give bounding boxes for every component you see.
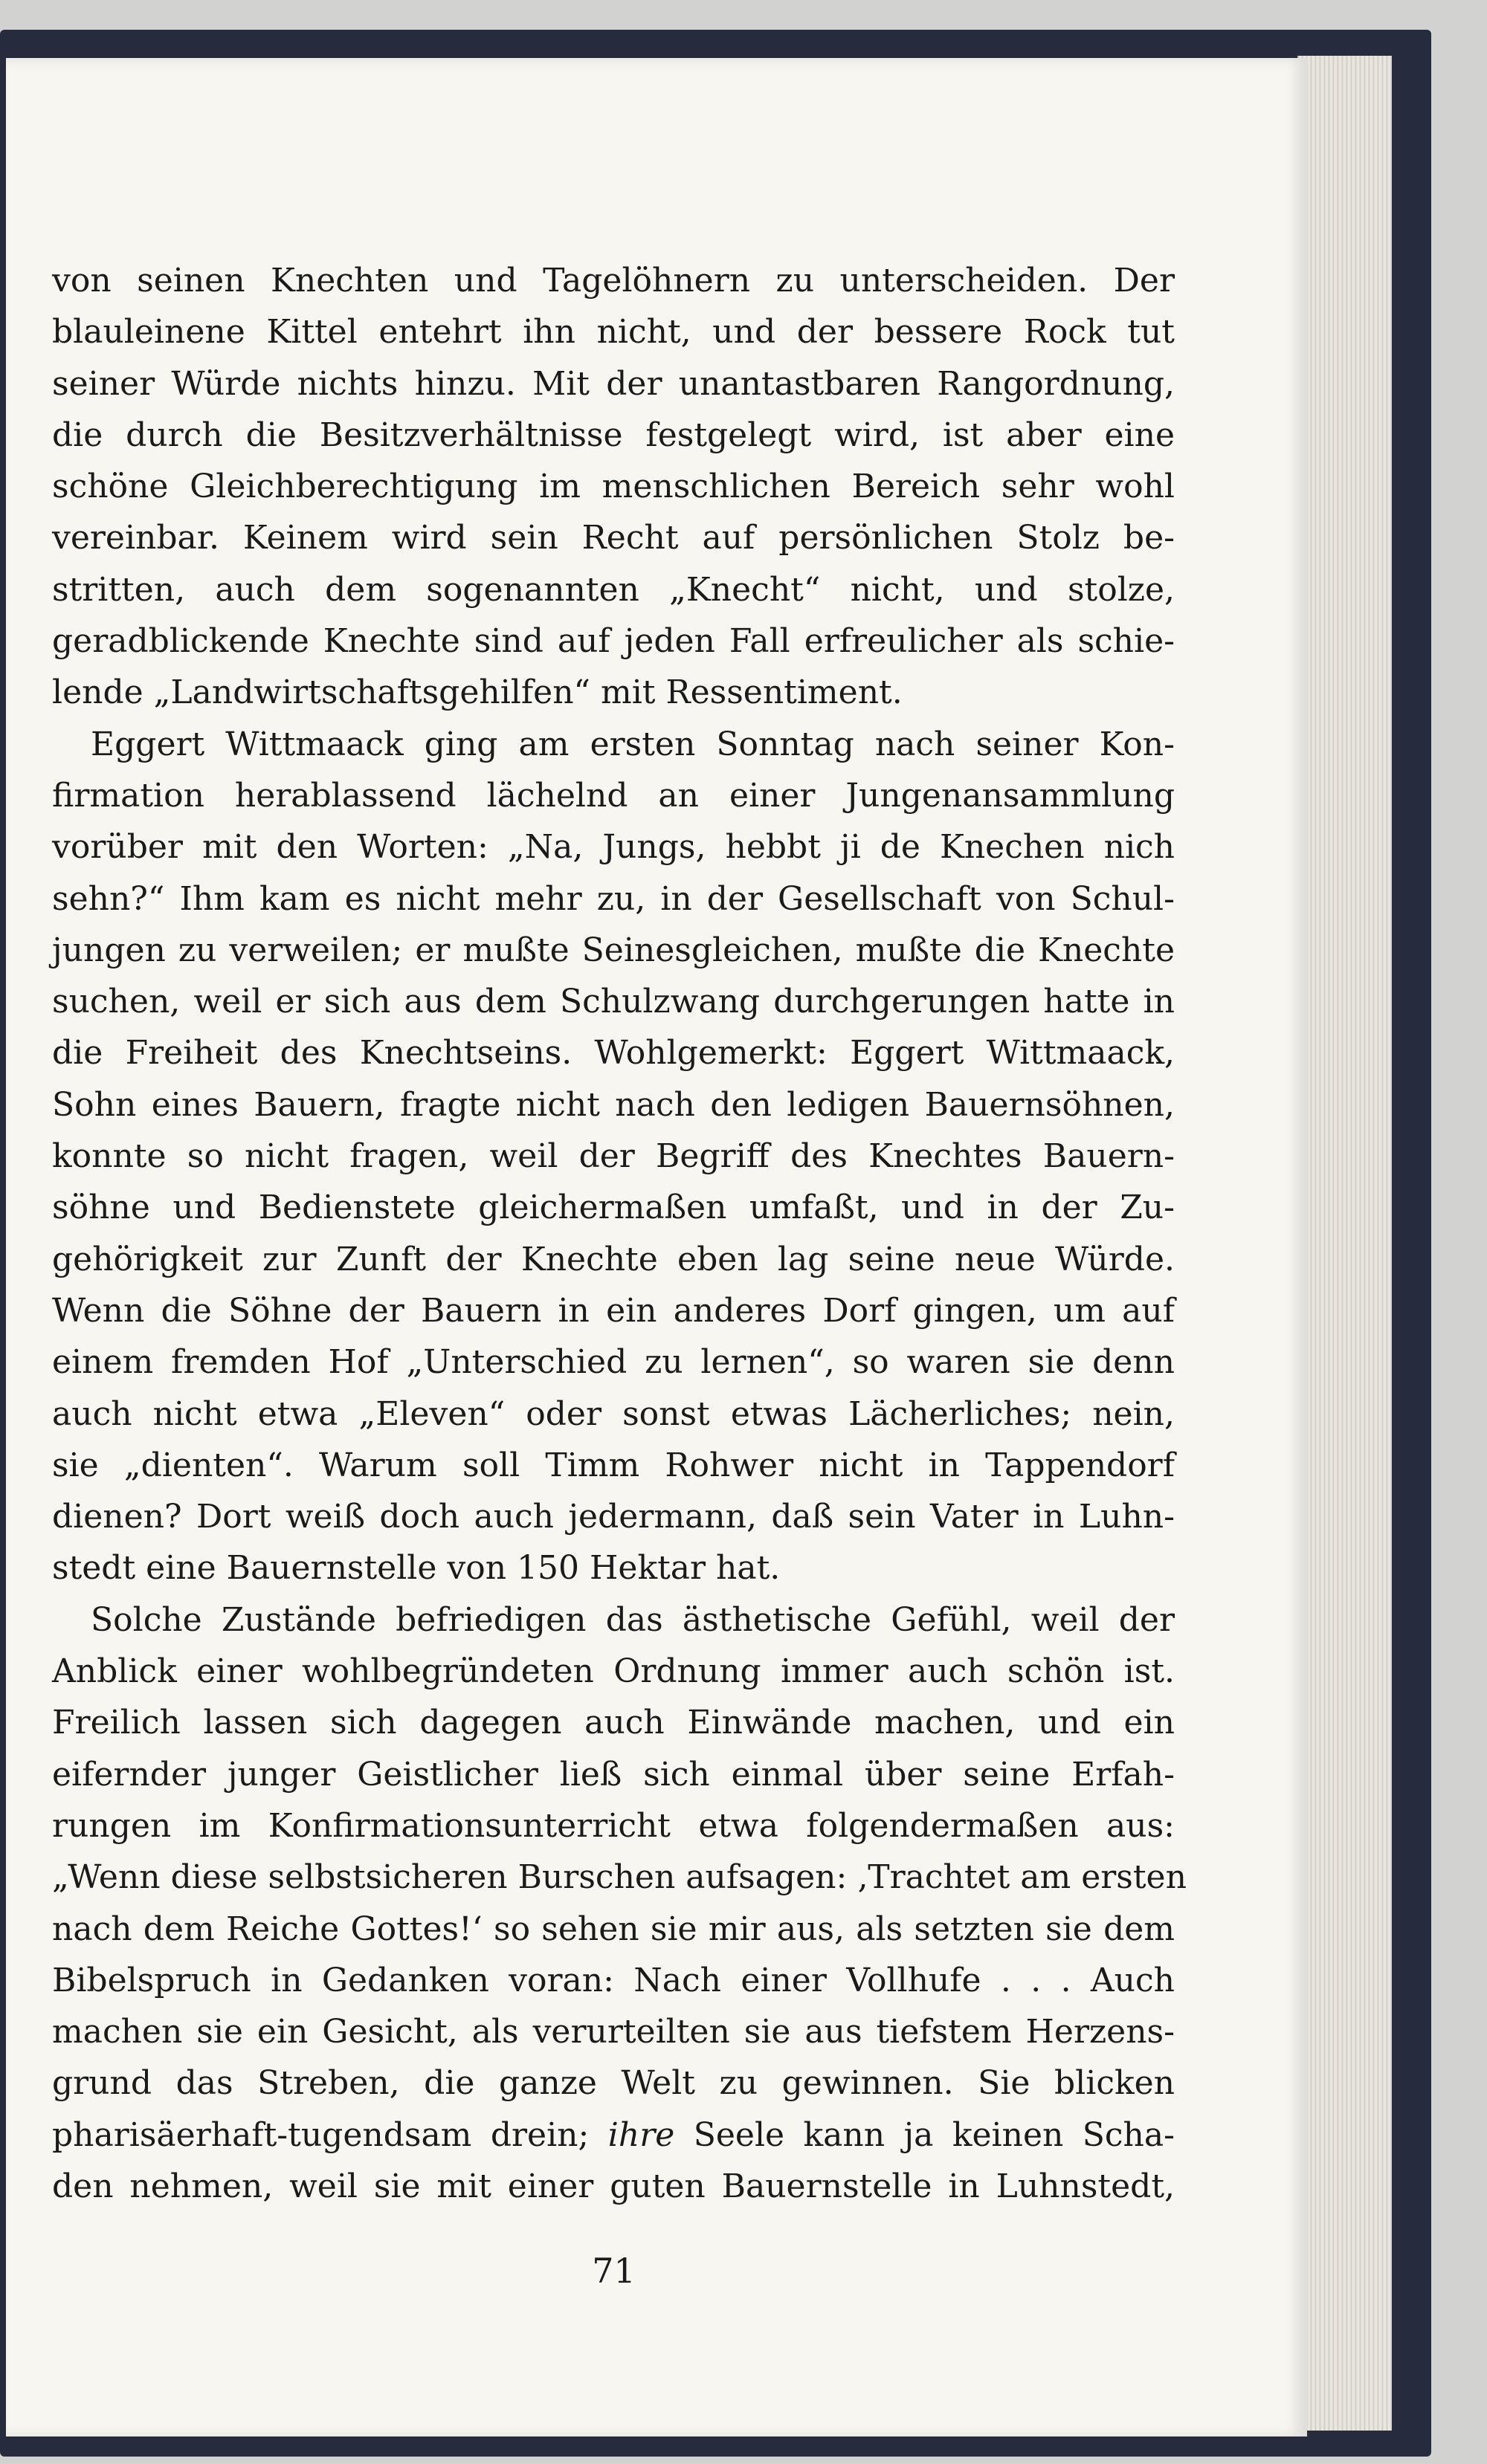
book-page (6, 58, 1307, 2436)
text-line: dienen? Dort weiß doch auch jedermann, daß sein Vater in Luhn- (52, 1498, 1175, 1536)
body-text (52, 255, 1187, 2212)
text-line: seiner Würde nichts hinzu. Mit der unantastbaren Rangordnung, (52, 364, 1175, 403)
text-line: Bibelspruch in Gedanken voran: Nach einer Vollhufe . . . Auch (52, 1961, 1175, 1999)
text-line: nach dem Reiche Gottes!‘ so sehen sie mir aus, als setzten sie dem (52, 1910, 1175, 1948)
text-line: firmation herablassend lächelnd an einer Jungenansammlung (52, 776, 1175, 815)
text-line: suchen, weil er sich aus dem Schulzwang durchgerungen hatte in (52, 983, 1175, 1021)
paragraph-start-line: Eggert Wittmaack ging am ersten Sonntag nach seiner Kon- (91, 725, 1175, 763)
text-line: die Freiheit des Knechtseins. Wohlgemerkt: Eggert Wittmaack, (52, 1034, 1175, 1073)
text-line: sehn?“ Ihm kam es nicht mehr zu, in der Gesellschaft von Schul- (52, 879, 1175, 918)
text-line: geradblickende Knechte sind auf jeden Fall erfreulicher als schie- (52, 622, 1175, 661)
text-line: einem fremden Hof „Unterschied zu lernen“, so waren sie denn (52, 1343, 1175, 1382)
text-line: söhne und Bedienstete gleichermaßen umfaßt, und in der Zu- (52, 1189, 1175, 1227)
text-line: Sohn eines Bauern, fragte nicht nach den ledigen Bauernsöhnen, (52, 1085, 1175, 1124)
text-line: lende „Landwirtschaftsgehilfen“ mit Ressentiment. (52, 673, 903, 712)
page-block-edge (1297, 56, 1392, 2431)
text-line: eifernder junger Geistlicher ließ sich einmal über seine Erfah- (52, 1755, 1175, 1794)
text-line: gehörigkeit zur Zunft der Knechte eben lag seine neue Würde. (52, 1240, 1175, 1278)
text-line: auch nicht etwa „Eleven“ oder sonst etwas Lächerliches; nein, (52, 1394, 1175, 1433)
text-line: konnte so nicht fragen, weil der Begriff des Knechtes Bauern- (52, 1137, 1175, 1176)
text-line: jungen zu verweilen; er mußte Seinesgleichen, mußte die Knechte (52, 931, 1175, 969)
page-number: 71 (592, 2251, 636, 2291)
text-line: die durch die Besitzverhältnisse festgelegt wird, ist aber eine (52, 415, 1175, 454)
emphasized-word: ihre (607, 2115, 675, 2154)
text-line: stedt eine Bauernstelle von 150 Hektar hat. (52, 1549, 781, 1588)
text-line: Wenn die Söhne der Bauern in ein anderes Dorf gingen, um auf (52, 1291, 1175, 1330)
paragraph-start-line: Solche Zustände befriedigen das ästhetische Gefühl, weil der (91, 1600, 1175, 1639)
text-segment: Seele kann ja keinen Scha- (693, 2115, 1175, 2154)
text-line: sie „dienten“. Warum soll Timm Rohwer nicht in Tappendorf (52, 1446, 1175, 1484)
text-line: stritten, auch dem sogenannten „Knecht“ nicht, und stolze, (52, 570, 1175, 609)
text-segment: pharisäerhaft-tugendsam drein; (52, 2115, 590, 2154)
text-line: „Wenn diese selbstsicheren Burschen aufsagen: ‚Trachtet am ersten (52, 1858, 1187, 1897)
text-line: den nehmen, weil sie mit einer guten Bauernstelle in Luhnstedt, (52, 2167, 1175, 2205)
text-line: Freilich lassen sich dagegen auch Einwände machen, und ein (52, 1704, 1175, 1742)
text-line: vereinbar. Keinem wird sein Recht auf persönlichen Stolz be- (52, 519, 1175, 557)
text-line: machen sie ein Gesicht, als verurteilten sie aus tiefstem Herzens- (52, 2013, 1175, 2051)
text-line: rungen im Konfirmationsunterricht etwa folgendermaßen aus: (52, 1806, 1175, 1845)
text-line: vorüber mit den Worten: „Na, Jungs, hebbt ji de Knechen nich (52, 828, 1175, 867)
text-line: Anblick einer wohlbegründeten Ordnung immer auch schön ist. (52, 1652, 1175, 1691)
text-line: grund das Streben, die ganze Welt zu gewinnen. Sie blicken (52, 2064, 1175, 2103)
text-line: von seinen Knechten und Tagelöhnern zu unterscheiden. Der (52, 262, 1175, 300)
text-line (52, 2109, 1175, 2161)
text-line: blauleinene Kittel entehrt ihn nicht, und der bessere Rock tut (52, 313, 1175, 352)
text-line: schöne Gleichberechtigung im menschlichen Bereich sehr wohl (52, 468, 1175, 506)
